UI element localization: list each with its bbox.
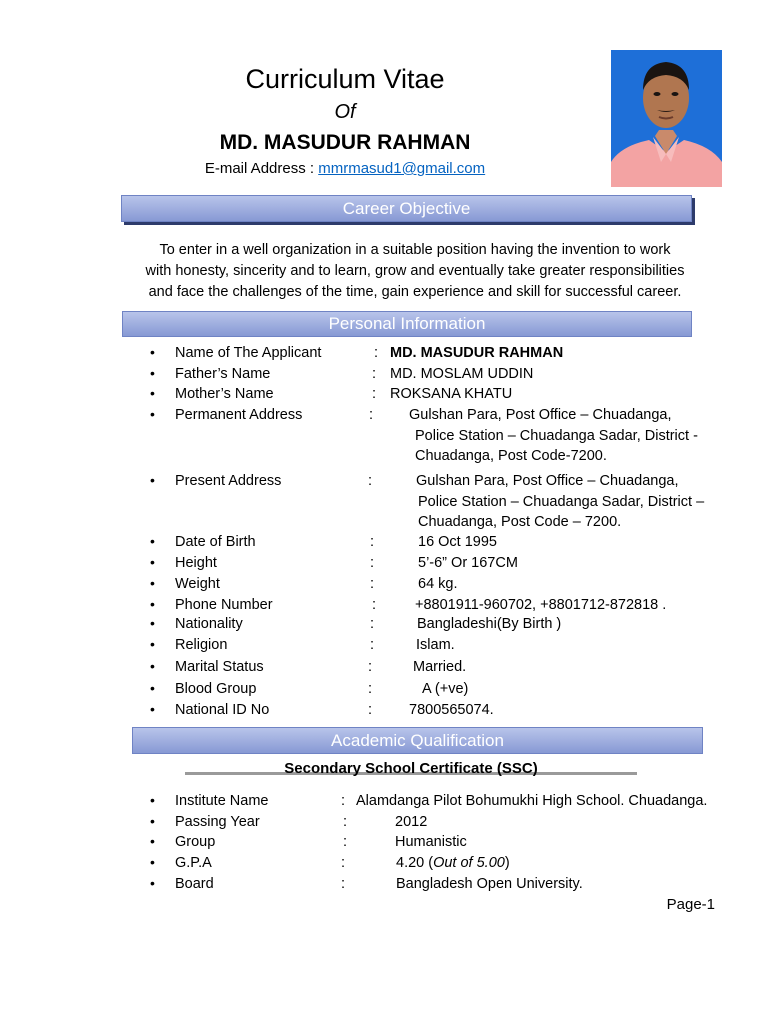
field-value: 7800565074.	[409, 702, 494, 718]
field-value: A (+ve)	[422, 681, 469, 697]
list-item	[150, 616, 750, 636]
field-value: MD. MASUDUR RAHMAN	[390, 345, 564, 361]
colon: :	[370, 576, 375, 592]
colon: :	[372, 386, 377, 402]
bullet: •	[150, 365, 155, 381]
list-item	[150, 407, 750, 469]
colon: :	[341, 793, 346, 809]
field-value: MD. MOSLAM UDDIN	[390, 366, 534, 382]
list-item	[150, 876, 750, 896]
field-label: Passing Year	[175, 814, 260, 830]
bullet: •	[150, 680, 155, 696]
field-label: Permanent Address	[175, 407, 303, 423]
field-label: Institute Name	[175, 793, 269, 809]
career-objective-header: Career Objective	[121, 195, 692, 222]
field-label: G.P.A	[175, 855, 212, 871]
list-item	[150, 702, 750, 722]
email-line	[0, 160, 690, 177]
colon: :	[370, 637, 375, 653]
list-item	[150, 597, 750, 617]
field-value	[396, 855, 510, 871]
bullet: •	[150, 813, 155, 829]
colon: :	[343, 834, 348, 850]
list-item	[150, 659, 750, 679]
field-label: Date of Birth	[175, 534, 256, 550]
field-value-line: Chuadanga, Post Code-7200.	[415, 448, 607, 464]
field-label: Phone Number	[175, 597, 273, 613]
colon: :	[369, 407, 374, 423]
field-label: National ID No	[175, 702, 270, 718]
objective-line: with honesty, sincerity and to learn, grow and eventually take greater responsibilities	[145, 263, 685, 279]
list-item	[150, 473, 750, 535]
profile-photo-illustration	[611, 50, 722, 187]
bullet: •	[150, 344, 155, 360]
of-text: Of	[334, 101, 356, 123]
academic-qualification-header: Academic Qualification	[132, 727, 703, 754]
list-item	[150, 534, 750, 554]
field-value: Humanistic	[395, 834, 467, 850]
colon: :	[368, 473, 373, 489]
bullet: •	[150, 658, 155, 674]
list-item	[150, 793, 750, 813]
field-label: Religion	[175, 637, 228, 653]
field-value: Alamdanga Pilot Bohumukhi High School. Chuadanga.	[356, 793, 708, 809]
bullet: •	[150, 833, 155, 849]
bullet: •	[150, 615, 155, 631]
bullet: •	[150, 596, 155, 612]
colon: :	[368, 659, 373, 675]
field-value: 2012	[395, 814, 428, 830]
list-item	[150, 576, 750, 596]
field-label: Marital Status	[175, 659, 264, 675]
field-value-line: Police Station – Chuadanga Sadar, District -	[415, 428, 698, 444]
field-value: +8801911-960702, +8801712-872818 .	[415, 597, 667, 613]
field-value-line: Chuadanga, Post Code – 7200.	[418, 514, 622, 530]
field-label: Father’s Name	[175, 366, 271, 382]
colon: :	[341, 855, 346, 871]
field-value: Islam.	[416, 637, 455, 653]
gpa-value: 4.20 (	[396, 855, 434, 871]
bullet: •	[150, 554, 155, 570]
bullet: •	[150, 701, 155, 717]
field-label: Mother’s Name	[175, 386, 274, 402]
field-label: Group	[175, 834, 216, 850]
field-value: Bangladeshi(By Birth )	[417, 616, 562, 632]
field-label: Height	[175, 555, 217, 571]
field-label: Blood Group	[175, 681, 257, 697]
field-value: ROKSANA KHATU	[390, 386, 513, 402]
field-label: Board	[175, 876, 214, 892]
objective-line: and face the challenges of the time, gain experience and skill for successful career.	[148, 284, 682, 300]
field-value-line: Gulshan Para, Post Office – Chuadanga,	[409, 407, 672, 423]
bullet: •	[150, 472, 155, 488]
field-value: 5’-6” Or 167CM	[418, 555, 518, 571]
ssc-heading: Secondary School Certificate (SSC)	[284, 760, 538, 777]
bullet: •	[150, 875, 155, 891]
list-item	[150, 637, 750, 657]
page-number: Page-1	[666, 896, 715, 913]
bullet: •	[150, 854, 155, 870]
list-item	[150, 345, 750, 365]
list-item	[150, 814, 750, 834]
list-item	[150, 366, 750, 386]
document-title: Curriculum Vitae	[245, 64, 445, 94]
objective-line: To enter in a well organization in a suitable position having the invention to work	[159, 242, 671, 258]
list-item	[150, 834, 750, 854]
colon: :	[343, 814, 348, 830]
profile-photo	[611, 50, 722, 187]
colon: :	[341, 876, 346, 892]
email-link[interactable]: mmrmasud1@gmail.com	[318, 160, 486, 177]
bullet: •	[150, 533, 155, 549]
field-value-line: Gulshan Para, Post Office – Chuadanga,	[416, 473, 679, 489]
gpa-out-of: Out of 5.00	[433, 855, 505, 871]
colon: :	[372, 597, 377, 613]
field-value: 64 kg.	[418, 576, 458, 592]
colon: :	[368, 702, 373, 718]
bullet: •	[150, 575, 155, 591]
colon: :	[374, 345, 379, 361]
colon: :	[370, 534, 375, 550]
field-label: Present Address	[175, 473, 282, 489]
field-value: Married.	[413, 659, 467, 675]
list-item	[150, 681, 750, 701]
bullet: •	[150, 792, 155, 808]
bullet: •	[150, 406, 155, 422]
email-label: E-mail Address :	[204, 160, 319, 177]
field-label: Name of The Applicant	[175, 345, 322, 361]
field-label: Weight	[175, 576, 220, 592]
career-objective-text	[100, 240, 730, 303]
field-value-line: Police Station – Chuadanga Sadar, District –	[418, 494, 705, 510]
list-item	[150, 555, 750, 575]
field-value: 16 Oct 1995	[418, 534, 497, 550]
list-item	[150, 386, 750, 406]
colon: :	[372, 366, 377, 382]
colon: :	[370, 555, 375, 571]
gpa-tail: )	[504, 855, 510, 871]
list-item	[150, 855, 750, 875]
field-value: Bangladesh Open University.	[396, 876, 583, 892]
applicant-name-heading: MD. MASUDUR RAHMAN	[219, 131, 471, 154]
personal-information-header: Personal Information	[122, 311, 692, 337]
colon: :	[370, 616, 375, 632]
colon: :	[368, 681, 373, 697]
field-label: Nationality	[175, 616, 243, 632]
bullet: •	[150, 385, 155, 401]
bullet: •	[150, 636, 155, 652]
